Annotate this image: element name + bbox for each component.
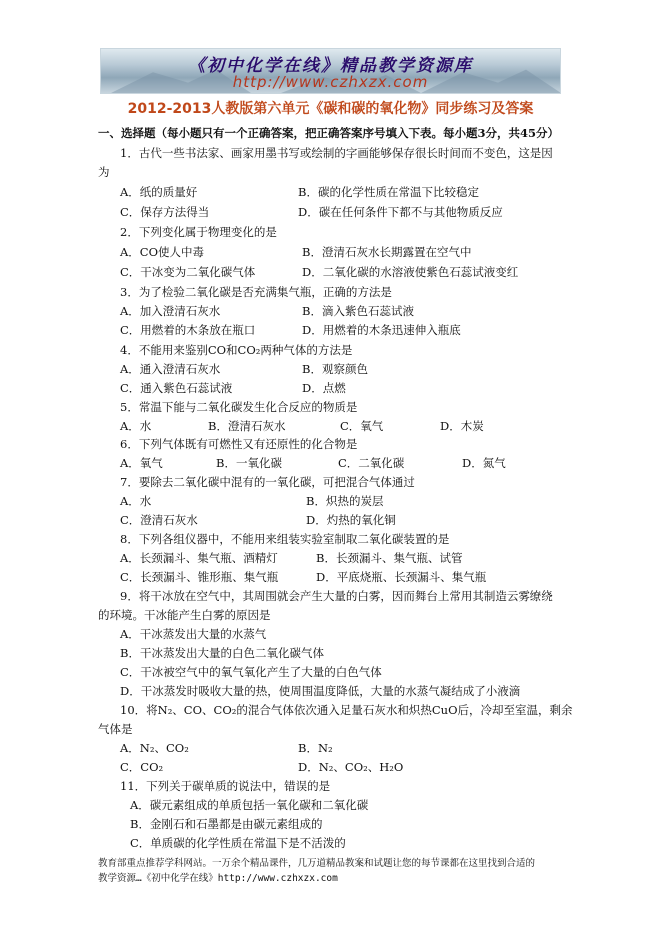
question-2-option-d: D．二氧化碳的水溶液使紫色石蕊试液变红 [302,265,519,279]
question-9-option-a: A．干冰蒸发出大量的水蒸气 [120,627,267,641]
question-6-option-c: C．二氧化碳 [338,456,405,470]
question-10-stem: 10．将N₂、CO、CO₂的混合气体依次通入足量石灰水和炽热CuO后，冷却至室温，剩余 [120,703,573,717]
question-4-option-b: B．观察颜色 [302,362,368,376]
question-9-stem-cont: 的环境。干冰能产生白雾的原因是 [98,608,271,622]
question-5-stem: 5．常温下能与二氧化碳发生化合反应的物质是 [120,400,358,414]
question-4-option-c: C．通入紫色石蕊试液 [120,381,233,395]
question-1-stem-cont: 为 [98,165,110,179]
question-7-option-b: B．炽热的炭层 [306,494,384,508]
question-2-stem: 2．下列变化属于物理变化的是 [120,225,277,239]
question-6-option-b: B．一氧化碳 [216,456,282,470]
question-9-stem: 9．将干冰放在空气中，其周围就会产生大量的白雾，因而舞台上常用其制造云雾缭绕 [120,589,553,603]
question-10-option-d: D．N₂、CO₂、H₂O [298,760,404,774]
question-11-option-a: A．碳元素组成的单质包括一氧化碳和二氧化碳 [130,798,369,812]
question-10-option-c: C．CO₂ [120,760,164,774]
footer-line-2[interactable]: 教学资源…《初中化学在线》http://www.czhxzx.com [98,873,338,884]
banner-url: http://www.czhxzx.com [232,73,429,91]
question-3-option-c: C．用燃着的木条放在瓶口 [120,323,256,337]
question-8-stem: 8．下列各组仪器中，不能用来组装实验室制取二氧化碳装置的是 [120,532,450,546]
question-4-option-d: D．点燃 [302,381,346,395]
question-9-option-d: D．干冰蒸发时吸收大量的热，使周围温度降低，大量的水蒸气凝结成了小液滴 [120,684,521,698]
question-3-option-b: B．滴入紫色石蕊试液 [302,304,414,318]
question-8-option-b: B．长颈漏斗、集气瓶、试管 [316,551,463,565]
question-10-option-b: B．N₂ [298,741,333,755]
question-11-stem: 11．下列关于碳单质的说法中，错误的是 [120,779,331,793]
question-3-option-a: A．加入澄清石灰水 [120,304,221,318]
header-banner [100,48,561,94]
question-5-option-b: B．澄清石灰水 [208,419,286,433]
question-8-option-d: D．平底烧瓶、长颈漏斗、集气瓶 [316,570,487,584]
question-1-option-d: D．碳在任何条件下都不与其他物质反应 [298,205,503,219]
question-4-stem: 4．不能用来鉴别CO和CO₂两种气体的方法是 [120,343,353,357]
question-8-option-c: C．长颈漏斗、锥形瓶、集气瓶 [120,570,279,584]
question-5-option-c: C．氧气 [340,419,384,433]
question-7-option-a: A．水 [120,494,152,508]
question-2-option-b: B．澄清石灰水长期露置在空气中 [302,245,472,259]
question-2-option-a: A．CO使人中毒 [120,245,205,259]
question-7-stem: 7．要除去二氧化碳中混有的一氧化碳，可把混合气体通过 [120,475,415,489]
question-6-option-d: D．氮气 [462,456,506,470]
question-3-stem: 3．为了检验二氧化碳是否充满集气瓶，正确的方法是 [120,285,392,299]
question-1-option-a: A．纸的质量好 [120,185,198,199]
document-title: 2012-2013人教版第六单元《碳和碳的氧化物》同步练习及答案 [127,101,534,117]
question-6-stem: 6．下列气体既有可燃性又有还原性的化合物是 [120,437,358,451]
question-1-option-c: C．保存方法得当 [120,205,210,219]
section-heading: 一、选择题（每小题只有一个正确答案，把正确答案序号填入下表。每小题3分，共45分） [98,126,560,140]
banner-title: 《初中化学在线》精品教学资源库 [188,56,473,76]
question-9-option-c: C．干冰被空气中的氧气氧化产生了大量的白色气体 [120,665,382,679]
question-10-option-a: A．N₂、CO₂ [120,741,189,755]
question-3-option-d: D．用燃着的木条迅速伸入瓶底 [302,323,461,337]
question-4-option-a: A．通入澄清石灰水 [120,362,221,376]
question-1-option-b: B．碳的化学性质在常温下比较稳定 [298,185,479,199]
question-9-option-b: B．干冰蒸发出大量的白色二氧化碳气体 [120,646,324,660]
question-11-option-c: C．单质碳的化学性质在常温下是不活泼的 [130,836,346,850]
question-1-stem: 1．古代一些书法家、画家用墨书写或绘制的字画能够保存很长时间而不变色，这是因 [120,146,553,160]
question-5-option-a: A．水 [120,419,152,433]
footer-line-1: 教育部重点推荐学科网站。一万余个精品课件，几万道精品教案和试题让您的每节课都在这里找到合适的 [98,858,536,869]
question-7-option-c: C．澄清石灰水 [120,513,198,527]
question-5-option-d: D．木炭 [440,419,484,433]
question-7-option-d: D．灼热的氧化铜 [306,513,396,527]
question-6-option-a: A．氧气 [120,456,163,470]
question-10-stem-cont: 气体是 [98,722,133,736]
page-footer [98,856,568,886]
question-2-option-c: C．干冰变为二氧化碳气体 [120,265,256,279]
question-8-option-a: A．长颈漏斗、集气瓶、酒精灯 [120,551,278,565]
question-11-option-b: B．金刚石和石墨都是由碳元素组成的 [130,817,323,831]
